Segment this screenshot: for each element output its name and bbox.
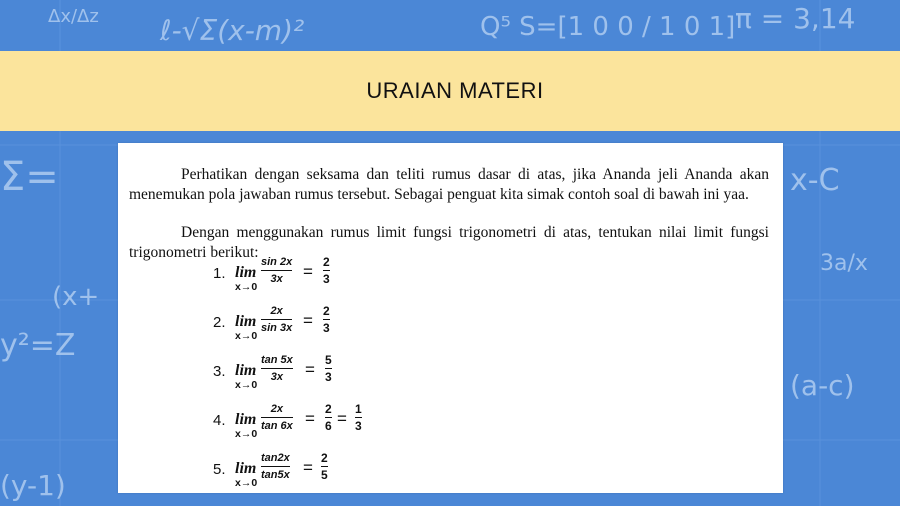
answer-fraction — [323, 305, 330, 334]
problem-number: 1. — [213, 265, 226, 282]
limit-subscript: x→0 — [235, 379, 258, 391]
fraction-denominator: tan 6x — [261, 420, 293, 432]
problem-number: 3. — [213, 363, 226, 380]
bg-formula-3: Q⁵ S=[1 0 0 / 1 0 1] — [480, 12, 736, 42]
fraction-numerator: 2x — [270, 403, 284, 415]
problem-number: 5. — [213, 461, 226, 478]
answer-fraction — [321, 452, 328, 481]
instruction-paragraph — [129, 223, 769, 263]
limit-fraction — [261, 403, 293, 432]
equals-sign: = — [305, 360, 315, 379]
bg-formula-7: y²=Z — [0, 328, 76, 363]
intro-paragraph — [129, 165, 769, 205]
fraction-denominator: 3x — [270, 371, 284, 383]
page-title: URAIAN MATERI — [366, 78, 544, 103]
equals-sign: = — [303, 262, 313, 281]
answer-fraction — [325, 354, 332, 383]
answer-numerator: 2 — [323, 304, 330, 318]
fraction-numerator: tan 5x — [261, 354, 293, 366]
bg-formula-8: x-C — [790, 163, 840, 198]
bg-formula-9: 3a/x — [820, 251, 868, 276]
limit-fraction — [261, 256, 292, 285]
bg-formula-5: Σ= — [0, 154, 59, 200]
simplified-fraction — [355, 403, 362, 432]
answer-denominator: 5 — [321, 468, 328, 482]
answer-denominator: 3 — [325, 370, 332, 384]
limit-subscript: x→0 — [235, 281, 258, 293]
fraction-denominator: sin 3x — [261, 322, 293, 334]
equals-sign: = — [303, 458, 313, 477]
limit-operator: lim — [235, 460, 257, 477]
limit-subscript: x→0 — [235, 428, 258, 440]
simplified-numerator: 1 — [355, 402, 362, 416]
equals-sign: = — [305, 409, 315, 428]
bg-formula-6: (x+ — [52, 282, 100, 312]
answer-denominator: 3 — [323, 321, 330, 335]
limit-operator: lim — [235, 313, 257, 330]
limit-subscript: x→0 — [235, 477, 258, 489]
equals-sign-2: = — [337, 409, 347, 428]
content-card — [118, 143, 783, 493]
limit-fraction — [261, 305, 292, 334]
intro-paragraph-text: Perhatikan dengan seksama dan teliti rumus dasar di atas, jika Ananda jeli Ananda akan menemukan pola jawaban rumus tersebut. Sebagai penguat kita simak contoh soal di bawah ini yaa. — [129, 166, 769, 203]
answer-numerator: 2 — [321, 451, 328, 465]
answer-numerator: 5 — [325, 353, 332, 367]
answer-denominator: 6 — [325, 419, 332, 433]
equals-sign: = — [303, 311, 313, 330]
fraction-numerator: 2x — [270, 305, 283, 317]
bg-formula-2: ℓ-√Σ(x-m)² — [160, 14, 305, 47]
instruction-paragraph-text: Dengan menggunakan rumus limit fungsi trigonometri di atas, tentukan nilai limit fungsi trigonometri berikut: — [129, 224, 769, 261]
limit-fraction — [261, 354, 293, 383]
answer-denominator: 3 — [323, 272, 330, 286]
bg-formula-11: (y-1) — [0, 469, 66, 502]
fraction-numerator: tan2x — [261, 452, 290, 464]
fraction-denominator: 3x — [270, 273, 283, 285]
limit-operator: lim — [235, 264, 257, 281]
problem-number: 2. — [213, 314, 226, 331]
limit-operator: lim — [235, 362, 257, 379]
limit-fraction — [261, 452, 290, 481]
answer-numerator: 2 — [323, 255, 330, 269]
answer-fraction — [323, 256, 330, 285]
bg-formula-4: π = 3,14 — [735, 2, 856, 35]
limit-subscript: x→0 — [235, 330, 258, 342]
simplified-denominator: 3 — [355, 419, 362, 433]
problem-number: 4. — [213, 412, 226, 429]
fraction-denominator: tan5x — [261, 469, 290, 481]
bg-formula-1: Δx/Δz — [48, 6, 99, 27]
answer-numerator: 2 — [325, 402, 332, 416]
limit-operator: lim — [235, 411, 257, 428]
bg-formula-10: (a-c) — [790, 369, 855, 402]
answer-fraction — [325, 403, 332, 432]
title-banner — [0, 51, 900, 131]
fraction-numerator: sin 2x — [261, 256, 293, 268]
